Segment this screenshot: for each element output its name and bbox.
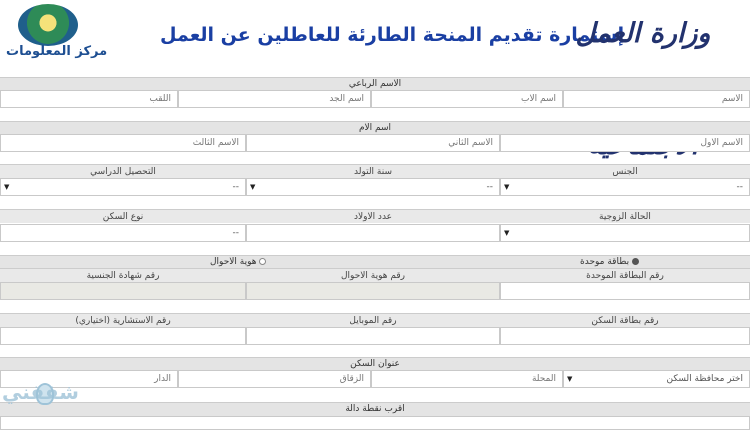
nationality-cert-number-label: رقم شهادة الجنسية	[0, 268, 246, 282]
radio-selected-icon	[632, 258, 639, 265]
marital-status-select[interactable]	[500, 224, 750, 242]
quad-name-label: الاسم الرباعي	[0, 77, 750, 91]
mother-first-name-input[interactable]	[500, 134, 750, 152]
address-label: عنوان السكن	[0, 357, 750, 371]
mother-name-label: اسم الام	[0, 121, 750, 135]
mobile-label: رقم الموبايل	[246, 313, 500, 327]
chevron-down-icon: ▼	[567, 375, 573, 383]
unified-card-number-label: رقم البطاقة الموحدة	[500, 268, 750, 282]
first-name-input[interactable]	[563, 90, 750, 108]
chevron-down-icon: ▼	[250, 183, 256, 191]
ministry-logo: وزارة العمل	[575, 18, 711, 49]
landmark-label: اقرب نقطة دالة	[0, 402, 750, 416]
civil-id-radio[interactable]: هوية الاحوال	[210, 256, 266, 268]
residence-card-label: رقم بطاقة السكن	[500, 313, 750, 327]
unified-card-radio[interactable]: بطاقة موحدة	[580, 256, 639, 268]
education-select[interactable]: ▼ --	[0, 178, 246, 196]
nationality-cert-number-input[interactable]	[0, 282, 246, 300]
children-count-label: عدد الاولاد	[246, 209, 500, 223]
chevron-down-icon: ▼	[504, 183, 510, 191]
civil-id-number-label: رقم هوية الاحوال	[246, 268, 500, 282]
education-label: التحصيل الدراسي	[0, 164, 246, 178]
district-input[interactable]	[371, 370, 563, 388]
housing-type-select[interactable]: --	[0, 224, 246, 242]
grandfather-name-input[interactable]	[178, 90, 371, 108]
info-center-caption: مركز المعلومات	[6, 44, 108, 59]
mother-second-name-input[interactable]	[246, 134, 500, 152]
page-header	[0, 0, 750, 72]
mobile-input[interactable]	[246, 327, 500, 345]
mother-third-name-input[interactable]	[0, 134, 246, 152]
residence-card-input[interactable]	[500, 327, 750, 345]
consult-number-input[interactable]	[0, 327, 246, 345]
watermark: شفقني	[2, 380, 79, 404]
consult-number-label: رقم الاستشارية (اختياري)	[0, 313, 246, 327]
unified-card-number-input[interactable]	[500, 282, 750, 300]
info-center-logo	[18, 4, 78, 46]
radio-empty-icon	[259, 258, 266, 265]
surname-input[interactable]	[0, 90, 178, 108]
civil-id-number-input[interactable]	[246, 282, 500, 300]
landmark-input[interactable]	[0, 416, 750, 430]
birth-year-select[interactable]: ▼ --	[246, 178, 500, 196]
father-name-input[interactable]	[371, 90, 563, 108]
marital-status-label: الحالة الزوجية	[500, 209, 750, 223]
birth-year-label: سنة التولد	[246, 164, 500, 178]
alley-input[interactable]	[178, 370, 371, 388]
form-title: إستمارة تقديم المنحة الطارئة للعاطلين عن العمل	[160, 24, 625, 46]
housing-type-label: نوع السكن	[0, 209, 246, 223]
gender-select[interactable]: ▼ --	[500, 178, 750, 196]
gender-label: الجنس	[500, 164, 750, 178]
children-count-select[interactable]	[246, 224, 500, 242]
chevron-down-icon: ▼	[4, 183, 10, 191]
chevron-down-icon: ▼	[504, 229, 510, 237]
governorate-select[interactable]: ▼ اختر محافظة السكن	[563, 370, 750, 388]
